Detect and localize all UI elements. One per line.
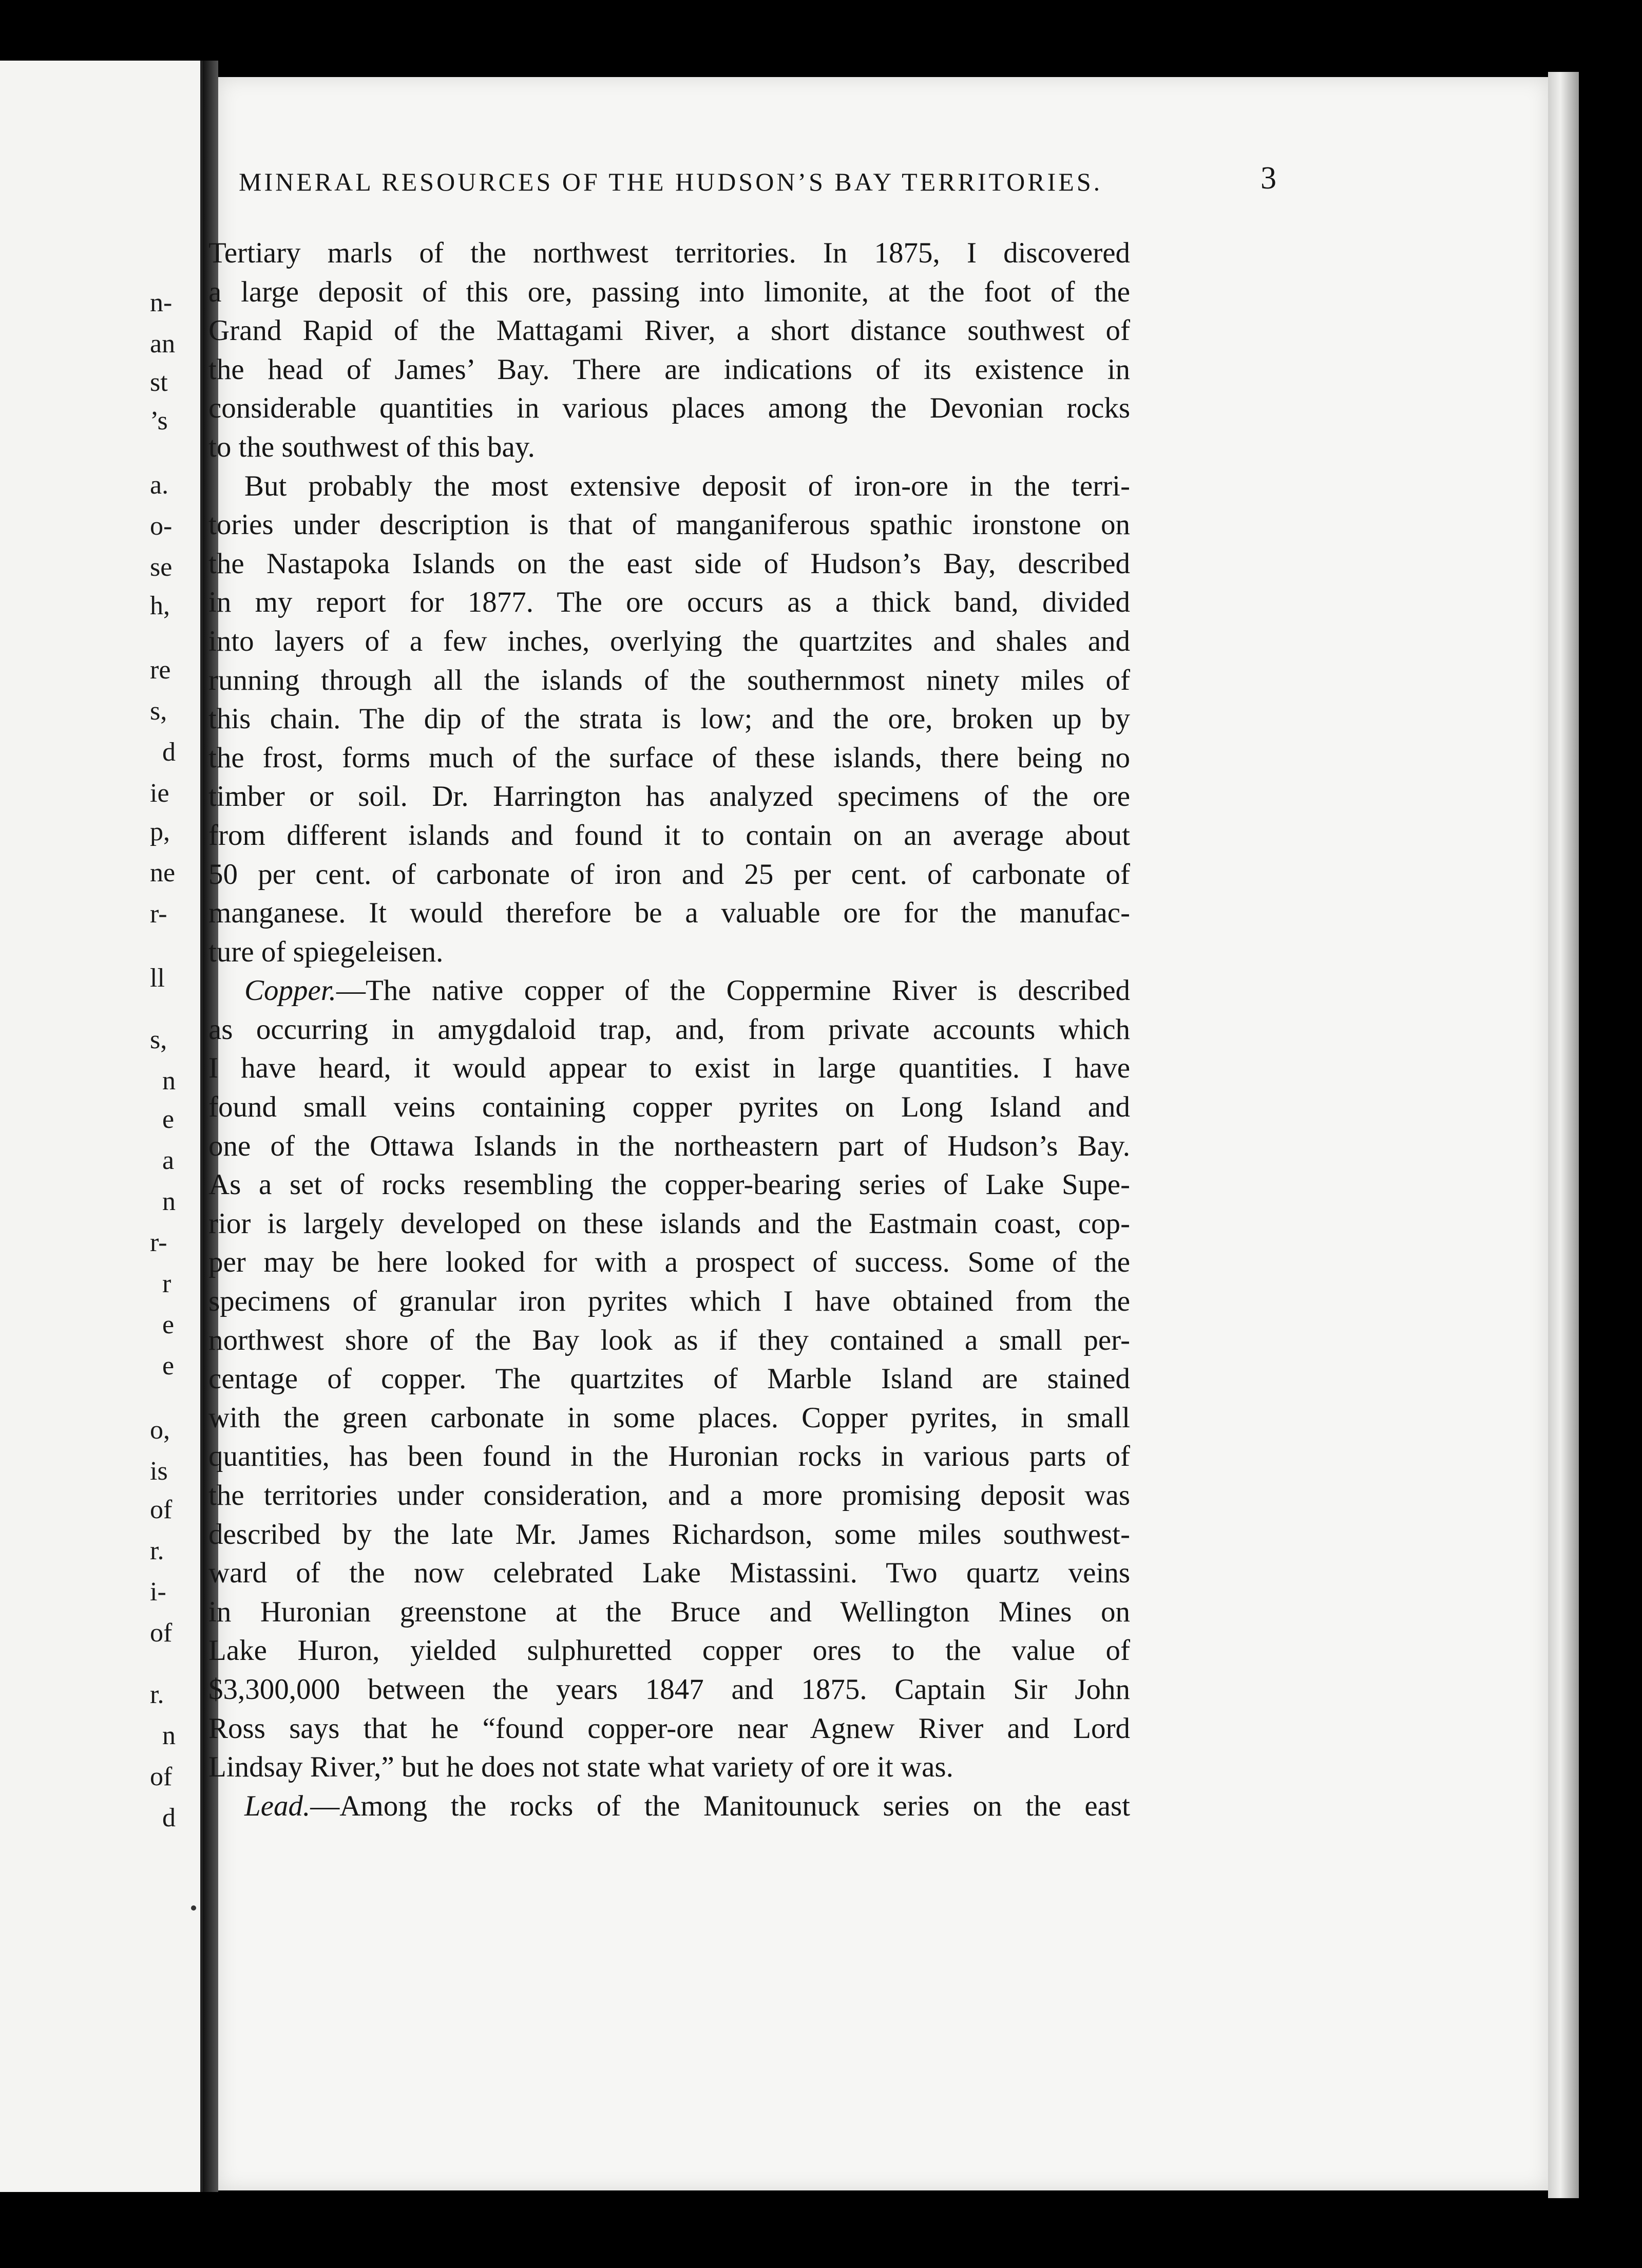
text-line: Tertiary marls of the northwest territories. In 1875, I discovered — [208, 237, 1130, 269]
text-line: in my report for 1877. The ore occurs as a thick band, divided — [208, 586, 1130, 619]
left-page-fragment: of — [150, 1495, 173, 1524]
text-line: considerable quantities in various places among the Devonian rocks — [208, 392, 1130, 425]
previous-page-edge — [0, 61, 203, 2192]
text-line: a large deposit of this ore, passing into limonite, at the foot of the — [208, 275, 1130, 308]
running-head: MINERAL RESOURCES OF THE HUDSON’S BAY TERRITORIES. — [239, 167, 1103, 196]
text-line: as occurring in amygdaloid trap, and, from private accounts which — [208, 1013, 1130, 1046]
margin-mark — [191, 1905, 196, 1911]
left-page-fragment: n — [162, 1721, 176, 1750]
left-page-fragment: n — [162, 1066, 176, 1095]
text-line: ward of the now celebrated Lake Mistassini. Two quartz veins — [208, 1557, 1130, 1590]
left-page-fragment: a — [162, 1146, 175, 1175]
left-page-fragment: ie — [150, 779, 169, 808]
text-line: per may be here looked for with a prospect of success. Some of the — [208, 1246, 1130, 1279]
text-line: the frost, forms much of the surface of these islands, there being no — [208, 741, 1130, 774]
left-page-fragment: is — [150, 1457, 168, 1486]
text-line: to the southwest of this bay. — [208, 430, 535, 463]
left-page-fragment: n — [162, 1187, 176, 1216]
left-page-fragment: p, — [150, 817, 170, 846]
text-line: $3,300,000 between the years 1847 and 1875. Captain Sir John — [208, 1673, 1130, 1706]
text-line: specimens of granular iron pyrites which I have obtained from the — [208, 1285, 1130, 1318]
text-line: —Among the rocks of the Manitounuck series on the east — [310, 1789, 1130, 1822]
left-page-fragment: o- — [150, 512, 173, 541]
section-heading-lead: Lead. — [244, 1789, 311, 1822]
left-page-fragment: i- — [150, 1577, 166, 1606]
text-line: —The native copper of the Coppermine River is described — [336, 974, 1130, 1007]
text-line: the territories under consideration, and a more promising deposit was — [208, 1479, 1130, 1511]
left-page-fragment: ne — [150, 858, 176, 887]
text-line: rior is largely developed on these islands and the Eastmain coast, cop- — [208, 1207, 1130, 1240]
page-edge-strip — [1548, 72, 1579, 2198]
left-page-fragment: r — [162, 1269, 171, 1298]
text-line: As a set of rocks resembling the copper-bearing series of Lake Supe- — [208, 1168, 1130, 1201]
text-line: into layers of a few inches, overlying the quartzites and shales and — [208, 625, 1130, 657]
section-line-lead — [208, 1787, 1130, 1826]
left-page-fragment: an — [150, 329, 176, 358]
left-page-fragment: d — [162, 1803, 176, 1832]
section-heading-copper: Copper. — [244, 974, 336, 1007]
left-page-fragment: r. — [150, 1680, 164, 1709]
text-line: the Nastapoka Islands on the east side of Hudson’s Bay, described — [208, 547, 1130, 580]
left-page-fragment: ’s — [150, 406, 168, 436]
left-page-fragment: d — [162, 738, 176, 767]
text-line: northwest shore of the Bay look as if they contained a small per- — [208, 1324, 1130, 1356]
section-line-copper — [208, 971, 1130, 1010]
page-number: 3 — [1261, 161, 1276, 196]
text-line: from different islands and found it to contain on an average about — [208, 819, 1130, 852]
text-line: 50 per cent. of carbonate of iron and 25 per cent. of carbonate of — [208, 858, 1130, 891]
text-line: Lake Huron, yielded sulphuretted copper ores to the value of — [208, 1634, 1130, 1667]
left-page-fragment: o, — [150, 1415, 170, 1445]
left-page-fragment: st — [150, 368, 168, 397]
text-line: the head of James’ Bay. There are indications of its existence in — [208, 353, 1130, 386]
left-page-fragment: r- — [150, 899, 167, 929]
left-page-fragment: e — [162, 1105, 175, 1134]
text-line: in Huronian greenstone at the Bruce and Wellington Mines on — [208, 1595, 1130, 1628]
text-line: But probably the most extensive deposit of iron-ore in the terri- — [244, 469, 1130, 502]
text-line: timber or soil. Dr. Harrington has analyzed specimens of the ore — [208, 780, 1130, 813]
left-page-fragment: e — [162, 1351, 175, 1381]
left-page-fragment: r- — [150, 1228, 167, 1257]
text-line: centage of copper. The quartzites of Marble Island are stained — [208, 1363, 1130, 1395]
text-line: ture of spiegeleisen. — [208, 935, 444, 968]
text-line: running through all the islands of the southernmost ninety miles of — [208, 664, 1130, 696]
left-page-fragment: r. — [150, 1536, 164, 1565]
left-page-fragment: re — [150, 655, 171, 685]
left-page-fragment: a. — [150, 470, 169, 500]
left-page-fragment: of — [150, 1618, 173, 1648]
text-line: one of the Ottawa Islands in the northeastern part of Hudson’s Bay. — [208, 1129, 1130, 1162]
text-line: I have heard, it would appear to exist in large quantities. I have — [208, 1052, 1130, 1085]
text-line: Lindsay River,” but he does not state what variety of ore it was. — [208, 1751, 953, 1784]
text-line: manganese. It would therefore be a valuable ore for the manufac- — [208, 897, 1130, 930]
left-page-fragment: s, — [150, 1025, 167, 1054]
left-page-fragment: ll — [150, 963, 165, 993]
text-line: found small veins containing copper pyrites on Long Island and — [208, 1091, 1130, 1124]
text-line: with the green carbonate in some places. Copper pyrites, in small — [208, 1401, 1130, 1434]
left-page-fragment: of — [150, 1762, 173, 1791]
left-page-fragment: h, — [150, 591, 170, 620]
left-page-fragment: e — [162, 1310, 175, 1339]
text-line: quantities, has been found in the Huronian rocks in various parts of — [208, 1440, 1130, 1473]
left-page-fragment: se — [150, 553, 173, 582]
left-page-fragment: n- — [150, 288, 173, 317]
body-text — [208, 234, 1130, 1825]
text-line: this chain. The dip of the strata is low; and the ore, broken up by — [208, 703, 1130, 735]
text-line: Grand Rapid of the Mattagami River, a short distance southwest of — [208, 314, 1130, 347]
left-page-fragment: s, — [150, 696, 167, 726]
text-line: tories under description is that of manganiferous spathic ironstone on — [208, 508, 1130, 541]
text-line: described by the late Mr. James Richardson, some miles southwest- — [208, 1518, 1130, 1551]
text-line: Ross says that he “found copper-ore near Agnew River and Lord — [208, 1712, 1130, 1745]
